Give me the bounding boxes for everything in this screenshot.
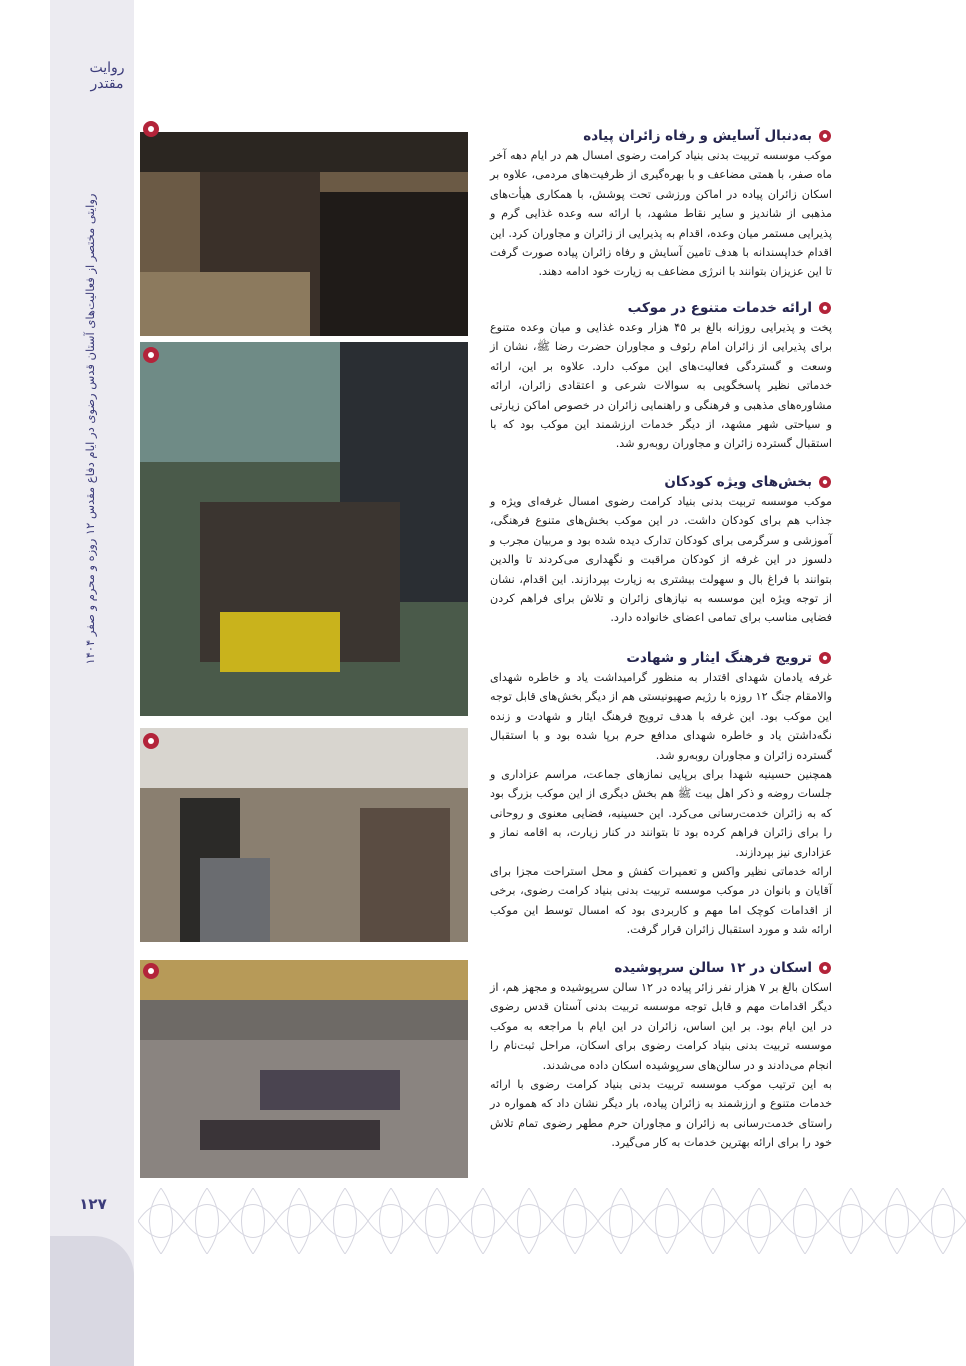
section-martyrdom (490, 648, 832, 940)
decorative-pattern (138, 1188, 966, 1254)
section-title-text: به‌دنبال آسایش و رفاه زائران پیاده (583, 128, 812, 144)
section-title (490, 472, 832, 492)
logo-text: روایت مقتدر (89, 60, 125, 92)
section-title-text: بخش‌های ویژه کودکان (664, 474, 812, 490)
photo-women-tent (140, 728, 468, 942)
section-paragraph: اسکان بالغ بر ۷ هزار نفر زائر پیاده در ۱۲ سالن سرپوشیده و مجهز هم، از دیگر اقدامات مهم و قابل توجه موسسه تربیت بدنی آستان قدس رضوی در این ایام بود. بر این اساس، زائران در این ایام با مراجعه به موکب موسسه تربیت بدنی بنیاد کرامت رضوی برای اسکان، مراحل ثبت‌نام را انجام می‌دادند و در سالن‌های سرپوشیده اسکان داده می‌شدند. (490, 981, 832, 1072)
section-title (490, 298, 832, 318)
section-title (490, 126, 832, 146)
flower-icon (142, 732, 160, 750)
section-paragraph: موکب موسسه تربیت بدنی بنیاد کرامت رضوی امسال هم در ایام دهه آخر ماه صفر، با همتی مضاعف و با بهره‌گیری از ظرفیت‌های مردمی، علاوه بر اسکان زائران پیاده در اماکن ورزشی تحت پوشش، با همکاری هیأت‌های مذهبی از شاندیز و سایر نقاط مشهد، با ارائه سه وعده غذایی گرم و پذیرایی مستمر میان وعده، اقدام به پذیرایی از زائران و مجاوران کرد. این اقدام خداپسندانه با هدف تامین آسایش و رفاه زائران پیاده صورت گرفت تا این عزیزان بتوانند با انرژی مضاعف به زیارت خود ادامه دهند. (490, 149, 832, 279)
bottom-tab (50, 1236, 134, 1366)
flower-icon (818, 301, 832, 315)
section-services (490, 298, 832, 454)
flower-icon (142, 962, 160, 980)
vertical-title: روایتی مختصر از فعالیت‌های آستان قدس رضوی در ایام دفاع مقدس ۱۲ روزه و محرم و صفر ۱۴۰۴ (83, 193, 97, 665)
section-paragraph: پخت و پذیرایی روزانه بالغ بر ۴۵ هزار وعده غذایی و میان وعده متنوع برای پذیرایی از زائران امام رئوف و مجاوران حضرت رضا ﷺ، نشان از وسعت و گستردگی فعالیت‌های این موکب دارد. علاوه بر این، ارائه خدماتی نظیر پاسخگویی به سوالات شرعی و اعتقادی زائران، ارائه مشاوره‌های مذهبی و فرهنگی و راهنمایی زائران در خصوص اماکن زیارتی و سیاحتی شهر مشهد، از دیگر خدمات ارزشمند این موکب بود که با استقبال گسترده زائران و مجاوران روبه‌رو شد. (490, 321, 832, 451)
section-title (490, 958, 832, 978)
page-number: ۱۲۷ (79, 1195, 107, 1213)
section-title-text: ارائه خدمات متنوع در موکب (627, 300, 812, 316)
photo-mokeb-serving (140, 132, 468, 336)
flower-icon (818, 475, 832, 489)
flower-icon (818, 651, 832, 665)
section-children (490, 472, 832, 628)
section-title-text: اسکان در ۱۲ سالن سرپوشیده (614, 960, 812, 976)
section-paragraph: موکب موسسه تربیت بدنی بنیاد کرامت رضوی امسال غرفه‌ای ویژه و جذاب هم برای کودکان داشت. در این موکب بخش‌های متنوع فرهنگی، آموزشی و سرگرمی برای کودکان تدارک دیده شده بود و مربیان مجرب و دلسوز در این غرفه از کودکان مراقبت و نگهداری می‌کردند تا والدین بتوانند با فراغ بال و سهولت بیشتری به زیارت بپردازند. این اقدام، نشان از توجه ویژه این موسسه به نیازهای زائران و تلاش برای فراهم کردن فضایی مناسب برای تمامی اعضای خانواده دارد. (490, 495, 832, 625)
section-title-text: ترویج فرهنگ ایثار و شهادت (626, 650, 812, 666)
section-title (490, 648, 832, 668)
section-paragraph: همچنین حسینیه شهدا برای برپایی نمازهای جماعت، مراسم عزاداری و جلسات روضه و ذکر اهل بیت ﷺ هم بخش دیگری از این موکب بزرگ بود که به زائران خدمت‌رسانی می‌کرد. این حسینیه، فضایی معنوی و روحانی را برای زائران فراهم کرده بود تا بتوانند در کنار زیارت، به اقامه نماز و عزاداری نیز بپردازند. (490, 768, 832, 859)
section-paragraph: غرفه یادمان شهدای اقتدار به منظور گرامیداشت یاد و خاطره شهدای والامقام جنگ ۱۲ روزه با رژیم صهیونیستی هم از دیگر بخش‌های قابل توجه این موکب بود. این غرفه با هدف ترویج فرهنگ ایثار و شهادت و زنده نگه‌داشتن یاد و خاطره شهدای مدافع حرم برپا شده بود و با استقبال گسترده زائران و مجاوران روبه‌رو شد. (490, 671, 832, 762)
section-paragraph: به این ترتیب موکب موسسه تربیت بدنی بنیاد کرامت رضوی با ارائه خدمات متنوع و ارزشمند به زائران پیاده، بار دیگر نشان داد که همواره در راستای خدمت‌رسانی به زائران و مجاوران حرم مطهر رضوی تمام تلاش خود را برای ارائه بهترین خدمات به کار می‌گیرد. (490, 1078, 832, 1150)
section-accommodation (490, 958, 832, 1153)
flower-icon (142, 346, 160, 364)
section-paragraph: ارائه خدماتی نظیر واکس و تعمیرات کفش و محل استراحت مجزا برای آقایان و بانوان در موکب موسسه تربیت بدنی بنیاد کرامت رضوی، برخی از اقدامات کوچک اما مهم و کاربردی بود که امسال توسط این موکب ارائه شد و مورد استقبال زائران قرار گرفت. (490, 865, 832, 937)
photo-hall-resting (140, 960, 468, 1178)
photo-shoe-repair (140, 342, 468, 716)
flower-icon (818, 129, 832, 143)
flower-icon (142, 120, 160, 138)
section-comfort (490, 126, 832, 282)
flower-icon (818, 961, 832, 975)
